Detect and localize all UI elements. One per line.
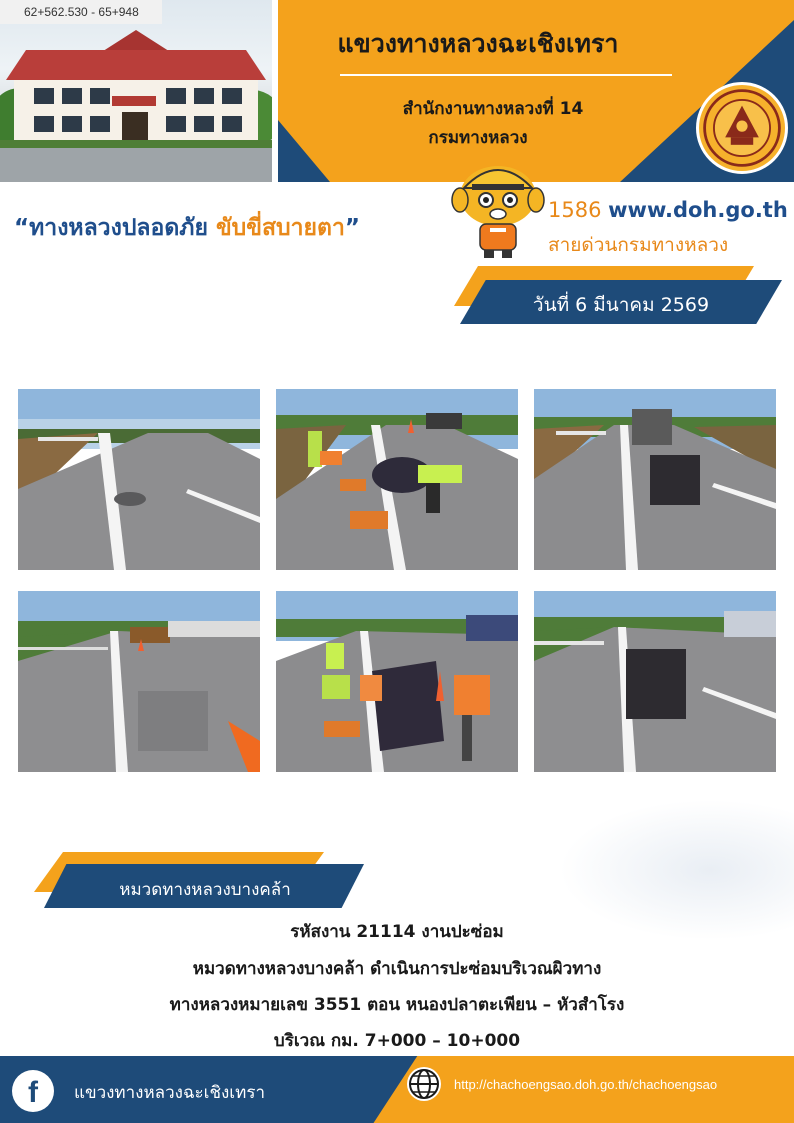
slogan-quote-close: ” <box>344 215 360 241</box>
page-header <box>0 0 794 182</box>
mascot-icon <box>450 152 546 260</box>
slogan-quote-open: “ <box>14 215 30 241</box>
facebook-page-name[interactable]: แขวงทางหลวงฉะเชิงเทรา <box>74 1083 266 1103</box>
hotline-url[interactable]: www.doh.go.th <box>608 198 788 222</box>
title-divider <box>340 74 672 76</box>
section-label: หมวดทางหลวงบางคล้า <box>119 880 291 900</box>
description-line-2: หมวดทางหลวงบางคล้า ดำเนินการปะซ่อมบริเวณผิวทาง <box>192 959 602 979</box>
photo-road-patched[interactable] <box>534 389 776 570</box>
website-link[interactable]: http://chachoengsao.doh.go.th/chachoengsao <box>454 1077 718 1092</box>
org-title: แขวงทางหลวงฉะเชิงเทรา <box>337 29 619 58</box>
photo-repair-workers-2[interactable] <box>276 591 518 772</box>
hotline-number-value: 1586 <box>548 198 602 222</box>
department-emblem-icon <box>696 82 788 174</box>
km-label: 62+562.530 - 65+948 <box>0 0 162 24</box>
photo-repair-workers[interactable] <box>276 389 518 570</box>
photo-road-pothole[interactable] <box>18 389 260 570</box>
hotline-label: สายด่วนกรมทางหลวง <box>548 234 729 256</box>
office-name: สำนักงานทางหลวงที่ 14 <box>402 99 584 119</box>
description-line-4: บริเวณ กม. 7+000 – 10+000 <box>273 1031 521 1051</box>
department-name: กรมทางหลวง <box>428 128 528 148</box>
office-building-photo <box>0 0 272 182</box>
slogan-part2: ขับขี่สบายตา <box>215 215 345 241</box>
facebook-icon[interactable]: f <box>12 1070 54 1112</box>
slogan <box>14 210 360 246</box>
description-line-1: รหัสงาน 21114 งานปะซ่อม <box>290 922 504 942</box>
slogan-part1: ทางหลวงปลอดภัย <box>29 215 208 241</box>
photo-damaged-surface[interactable] <box>18 591 260 772</box>
date-text: วันที่ 6 มีนาคม 2569 <box>532 294 710 316</box>
photo-road-patched-2[interactable] <box>534 591 776 772</box>
description-line-3: ทางหลวงหมายเลข 3551 ตอน หนองปลาตะเพียน – หัวสำโรง <box>169 995 625 1015</box>
globe-icon <box>404 1064 444 1104</box>
hotline-number <box>548 198 788 222</box>
